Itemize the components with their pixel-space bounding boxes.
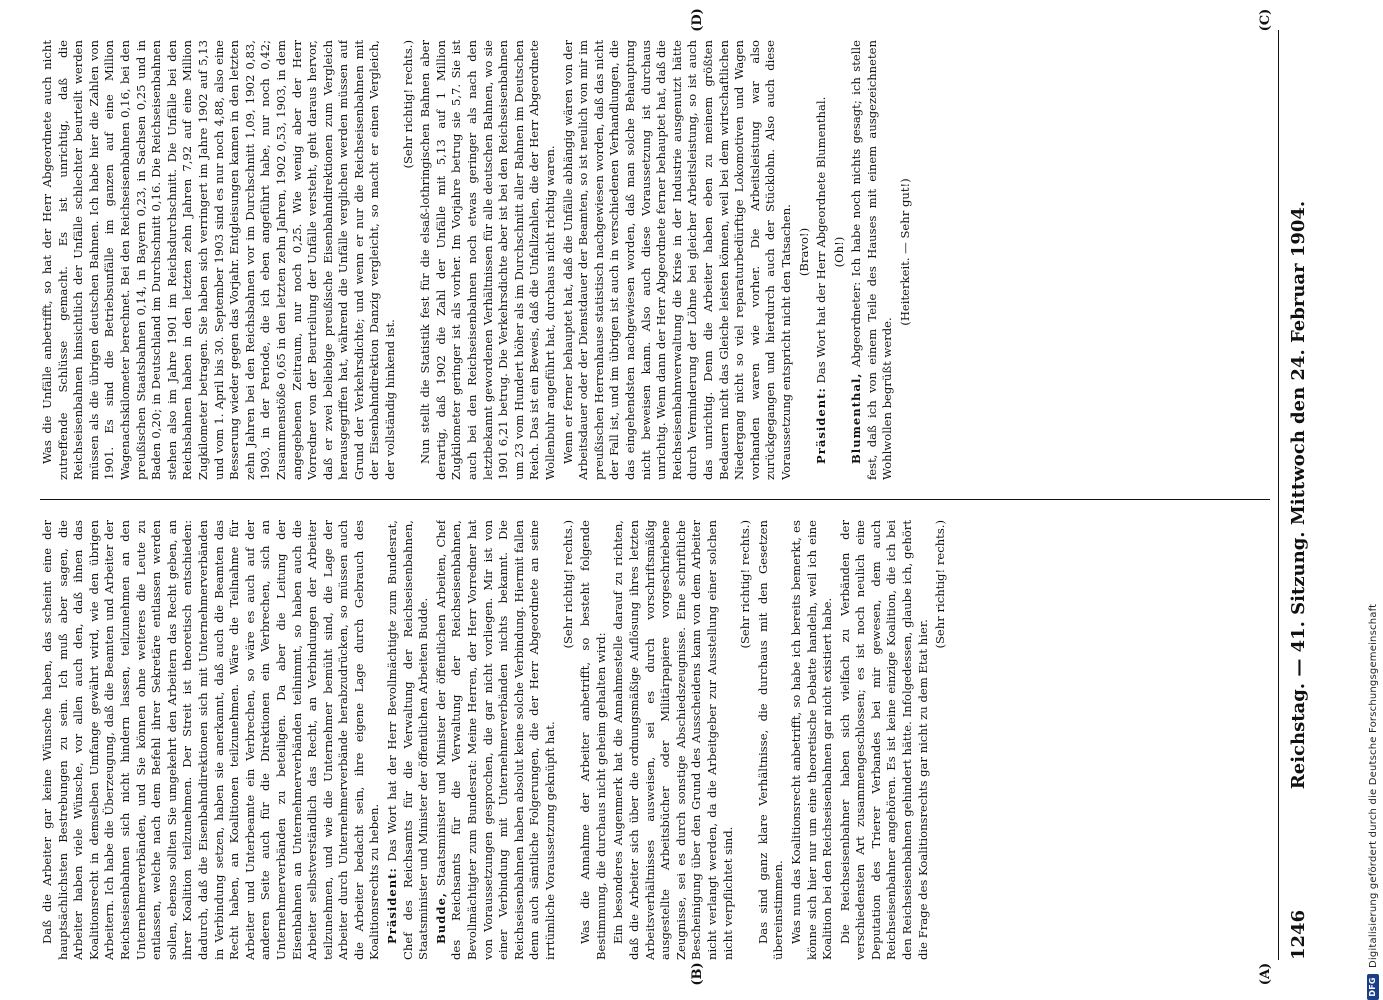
interjection: (Sehr richtig! rechts.) [400,40,415,169]
paragraph: Das sind ganz klare Verhältnisse, die durchaus mit den Gesetzen übereinstimmen. [755,520,786,960]
speaker-name: Budde, [433,892,448,944]
margin-marker-d: (D) [690,8,705,32]
margin-marker-b: (B) [690,962,705,986]
quoted-regulation: Ein besonderes Augenmerk hat die Annahmestelle darauf zu richten, daß die Arbeiter sich über die ordnungsmäßige Auflösung ihres letzten Arbeitsverhältnisses ausweisen, sei es durch vorschriftsmäßig ausgestellte Arbeitsbücher oder Militärpapiere vorgeschriebene Zeugnisse, sei es durch sonstige Abschiedszeugnisse. Eine schriftliche Bescheinigung über den Grund des Ausscheidens kann von dem Arbeiter nicht verlangt werden, da die Arbeitgeber zur Ausstellung einer solchen nicht verpflichtet sind. [611,520,735,960]
paragraph [814,40,830,480]
right-column [40,40,1270,480]
digitization-credit [1366,0,1382,1000]
interjection: (Sehr richtig! rechts.) [560,520,575,649]
header-rule [1278,30,1279,960]
page-number: 1246 [1288,909,1309,960]
paragraph: Was die Unfälle anbetrifft, so hat der Herr Abgeordnete auch nicht zutreffende Schlüsse gemacht. Es ist unrichtig, daß die Reichseisenbahnen hinsichtlich der Unfälle schlechter beurteilt werden müssen als die übrigen deutschen Bahnen. Ich habe hier die Zahlen von 1901. Es sind die Betriebsunfälle im ganzen auf eine Million Wagenachskilometer berechnet. Bei den Reichseisenbahnen 0,16, bei den preußischen Staatsbahnen 0,14, in Bayern 0,23, in Sachsen 0,25 und in Baden 0,20; in Deutschland im Durchschnitt 0,16. Die Reichseisenbahnen stehen also im Jahre 1901 im Reichsdurchschnitt. Die Unfälle bei den Reichsbahnen haben in den letzten zehn Jahren 7,92 auf eine Million Zugkilometer betragen. Sie haben sich verringert im Jahre 1902 auf 5,13 und vom 1. April bis 30. September 1903 sind es nur noch 4,88, also eine Besserung wieder gegen das Vorjahr. Entgleisungen kamen in den letzten zehn Jahren bei den Reichsbahnen vor im Durchschnitt 1,09, 1902 0,83, 1903, in der Periode, die ich eben angeführt habe, nur noch 0,42; Zusammenstöße 0,65 in den letzten zehn Jahren, 1902 0,53, 1903, in dem angegebenen Zeitraum, nur noch 0,25. Wie wenig aber der Herr Vorredner von der Beurteilung der Unfälle versteht, geht daraus hervor, daß er zwei beliebige preußische Eisenbahndirektionen zum Vergleich herausgegriffen hat, während die Unfälle verglichen werden müssen auf Grund der Verkehrsdichte; und wenn er nur die Reichseisenbahnen mit der Eisenbahndirektion Danzig vergleicht, so macht er einen Vergleich, der vollständig hinkend ist. [40,40,398,480]
speech-text: Staatsminister und Minister der öffentlichen Arbeiten, Chef des Reichsamts für die Verwaltung der Reichseisenbahnen, Bevollmächtigter zum Bundesrat: Meine Herren, der Herr Vorredner hat von Voraussetzungen gesprochen, die gar nicht vorliegen. Mir ist von einer Verbindung mit Unternehmerverbänden nichts bekannt. Die Reichseisenbahnen haben absolut keine solche Verbindung. Hiermit fallen denn auch sämtliche Folgerungen, die der Herr Abgeordnete an seine irrtümliche Voraussetzung geknüpft hat. [433,520,557,960]
speaker-name: Präsident: [385,867,400,944]
dfg-logo: DFG [1367,974,1379,1000]
paragraph [849,40,896,480]
paragraph [385,520,432,960]
speaker-name: Präsident: [814,387,829,464]
speech-text: Das Wort hat der Herr Abgeordnete Blumenthal. [814,96,829,388]
page-header [1282,30,1316,960]
paragraph: Die Reichseisenbahner haben sich vielfach zu Verbänden der verschiedensten Art zusammengeschlossen; es ist noch neulich eine Deputation des Trierer Verbandes bei mir gewesen, dem auch Reichseisenbahner angehören. Es ist keine einzige Koalition, die ich bei den Reichseisenbahnen gehindert hätte. Infolgedessen, glaube ich, gehört die Frage des Koalitionsrechts gar nicht zu dem Etat hier. [837,520,930,960]
paragraph: Was die Annahme der Arbeiter anbetrifft, so besteht folgende Bestimmung, die durchaus nicht geheim gehalten wird: [578,520,608,960]
margin-marker-c: (C) [1258,8,1273,32]
interjection: (Bravo!) [796,227,811,277]
page-title: Reichstag. — 41. Sitzung. Mittwoch den 24. Februar 1904. [1288,200,1309,790]
column-divider [40,499,1270,500]
paragraph: Wenn er ferner behauptet hat, daß die Unfälle abhängig wären von der Arbeitsdauer oder der Dienstdauer der Beamten, so ist neulich von mir im preußischen Herrenhause statistisch nachgewiesen worden, daß das nicht der Fall ist, und im übrigen ist auch in verschiedenen Verhandlungen, die das eingehendsten nachgewiesen worden, daß man solche Behauptung nicht beweisen kann. Also auch diese Voraussetzung ist durchaus unrichtig. Wenn dann der Herr Abgeordnete ferner behauptet hat, daß die Reichseisenbahnverwaltung die Krise in der Industrie ausgenutzt hätte durch Verminderung der Löhne bei gleicher Arbeitsleistung, so ist auch das unrichtig. Denn die Arbeiter haben eben zu meinem größten Bedauern nicht das Gleiche leisten können, weil bei dem wirtschaftlichen Niedergang nicht so viel reparaturbedürftige Lokomotiven und Wagen vorhanden waren wie vorher. Die Arbeitsleistung war also zurückgegangen und hierdurch auch der Stücklohn. Also auch diese Voraussetzung entspricht nicht den Tatsachen. [560,40,793,480]
paragraph [434,520,559,960]
paragraph: Was nun das Koalitionsrecht anbetrifft, so habe ich bereits bemerkt, es könne sich hier nur um eine theoretische Debatte handeln, weil ich eine Koalition bei den Reichseisenbahnen gar nicht existiert habe. [788,520,835,960]
margin-marker-a: (A) [1258,962,1273,986]
left-column [40,520,1270,960]
speech-text: Abgeordneter: Ich habe noch nichts gesagt; ich stelle fest, daß ich von einem Teile des Hauses mit einem ausgezeichneten Wohlwollen begrüßt werde. [849,40,895,480]
speech-text: Das Wort hat der Herr Bevollmächtigte zum Bundesrat, Chef des Reichsamts für die Verwaltung der Reichseisenbahnen, Staatsminister und Minister der öffentlichen Arbeiten Budde. [385,520,431,960]
speaker-name: Blumenthal, [849,372,864,464]
paragraph: Nun stellt die Statistik fest für die elsaß-lothringischen Bahnen aber derartig, daß 1902 die Zahl der Unfälle mit 5,13 auf 1 Million Zugkilometer geringer ist als vorher. Im Vorjahre betrug sie 5,7. Sie ist auch bei den Reichseisenbahnen noch etwas geringer als nach den letztbekannt gewordenen Verhältnissen für alle deutschen Bahnen, wo sie 1901 6,21 betrug. Die Verkehrsdichte aber ist bei den Reichseisenbahnen um 23 vom Hundert höher als im Durchschnitt aller Bahnen im Deutschen Reich. Das ist ein Beweis, daß die Unfallzahlen, die der Herr Abgeordnete Wollenbuhr angeführt hat, durchaus nicht richtig waren. [418,40,557,480]
interjection: (Sehr richtig! rechts.) [933,520,948,649]
credit-text: Digitalisierung gefördert durch die Deutsche Forschungsgemeinschaft [1368,603,1379,968]
interjection: (Heiterkeit. — Sehr gut!) [898,178,913,326]
interjection: (Sehr richtig! rechts.) [738,520,753,649]
paragraph: Daß die Arbeiter gar keine Wünsche haben, das scheint eine der hauptsächlichsten Bestrebungen zu sein. Ich muß aber sagen, die Arbeiter haben viele Wünsche, vor allen auch den, daß ihnen das Koalitionsrecht in demselben Umfange gewährt wird, wie den übrigen Arbeitern. Ich habe die Überzeugung, daß die Beamten und Arbeiter der Reichseisenbahnen sich nicht hindern lassen, teilzunehmen an den Unternehmerverbänden, und Sie können ohne weiteres die Leute zu entlassen, welche nach dem Befehl ihrer Sekretäre entlassen werden sollen, ebenso sollten Sie umgekehrt den Arbeitern das Recht geben, an ihrer Koalition teilzunehmen. Der Streit ist theoretisch entschieden: dadurch, daß die Eisenbahndirektionen sich mit Unternehmerverbänden in Verbindung setzen, haben sie anerkannt, daß auch die Beamten das Recht haben, an Koalitionen teilzunehmen. Wäre die Teilnahme für Arbeiter und Unterbeamte ein Verbrechen, so wäre es auch auf der anderen Seite auch für die Direktionen ein Verbrechen, sich an Unternehmerverbänden zu beteiligen. Da aber die Leitung der Eisenbahnen an Unternehmerverbänden teilnimmt, so haben auch die Arbeiter selbstverständlich das Recht, an Verbindungen der Arbeiter teilzunehmen, und wie die Unternehmer bemüht sind, die Lage der Arbeiter durch Unternehmerverbände herabzudrücken, so müssen auch die Arbeiter bedacht sein, ihre eigene Lage durch Gebrauch des Koalitionsrechts zu heben. [40,520,382,960]
interjection: (Oh!) [831,236,846,268]
